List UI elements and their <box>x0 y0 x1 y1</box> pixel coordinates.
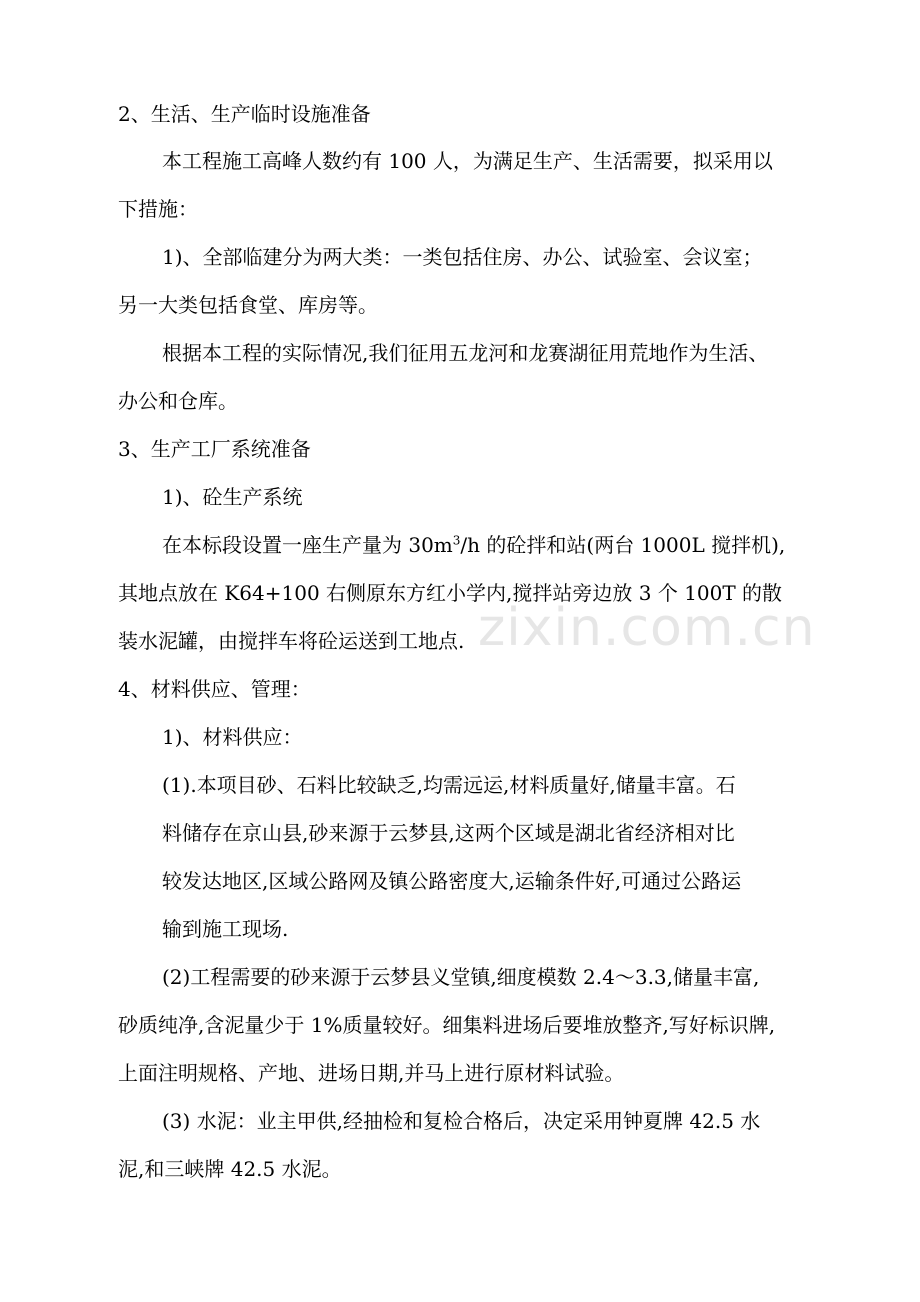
text-run: 在本标段设置一座生产量为 30m <box>162 533 453 557</box>
paragraph-line: 根据本工程的实际情况,我们征用五龙河和龙赛湖征用荒地作为生活、 <box>162 341 769 365</box>
paragraph-line: 本工程施工高峰人数约有 100 人，为满足生产、生活需要，拟采用以 <box>162 149 773 173</box>
paragraph-line: 输到施工现场. <box>162 917 289 941</box>
superscript: 3 <box>452 533 461 548</box>
paragraph-line: 其地点放在 K64+100 右侧原东方红小学内,搅拌站旁边放 3 个 100T 的散 <box>118 581 783 605</box>
paragraph-line: 砂质纯净,含泥量少于 1%质量较好。细集料进场后要堆放整齐,写好标识牌, <box>118 1013 776 1037</box>
paragraph-line: 办公和仓库。 <box>118 389 238 413</box>
paragraph-line: 1)、全部临建分为两大类：一类包括住房、办公、试验室、会议室； <box>162 245 763 269</box>
paragraph-line: 下措施： <box>118 197 198 221</box>
paragraph-line: (1).本项目砂、石料比较缺乏,均需远运,材料质量好,储量丰富。石 <box>162 773 736 797</box>
paragraph-line <box>162 531 785 559</box>
paragraph-line: (3) 水泥：业主甲供,经抽检和复检合格后，决定采用钟夏牌 42.5 水 <box>162 1109 761 1133</box>
paragraph-line: 较发达地区,区域公路网及镇公路密度大,运输条件好,可通过公路运 <box>162 869 742 893</box>
watermark: zixin.com.cn <box>478 598 816 658</box>
subheading: 1)、材料供应： <box>162 725 303 749</box>
subheading: 1)、砼生产系统 <box>162 485 303 509</box>
paragraph-line: 另一大类包括食堂、库房等。 <box>118 293 378 317</box>
text-run: /h 的砼拌和站(两台 1000L 搅拌机), <box>460 533 786 557</box>
heading-section-3: 3、生产工厂系统准备 <box>118 437 311 461</box>
paragraph-line: (2)工程需要的砂来源于云梦县义堂镇,细度模数 2.4～3.3,储量丰富, <box>162 965 760 989</box>
paragraph-line: 泥,和三峡牌 42.5 水泥。 <box>118 1157 342 1181</box>
paragraph-line: 装水泥罐，由搅拌车将砼运送到工地点. <box>118 629 465 653</box>
paragraph-line: 料储存在京山县,砂来源于云梦县,这两个区域是湖北省经济相对比 <box>162 821 735 845</box>
heading-section-4: 4、材料供应、管理： <box>118 677 311 701</box>
paragraph-line: 上面注明规格、产地、进场日期,并马上进行原材料试验。 <box>118 1061 625 1085</box>
heading-section-2: 2、生活、生产临时设施准备 <box>118 102 371 126</box>
